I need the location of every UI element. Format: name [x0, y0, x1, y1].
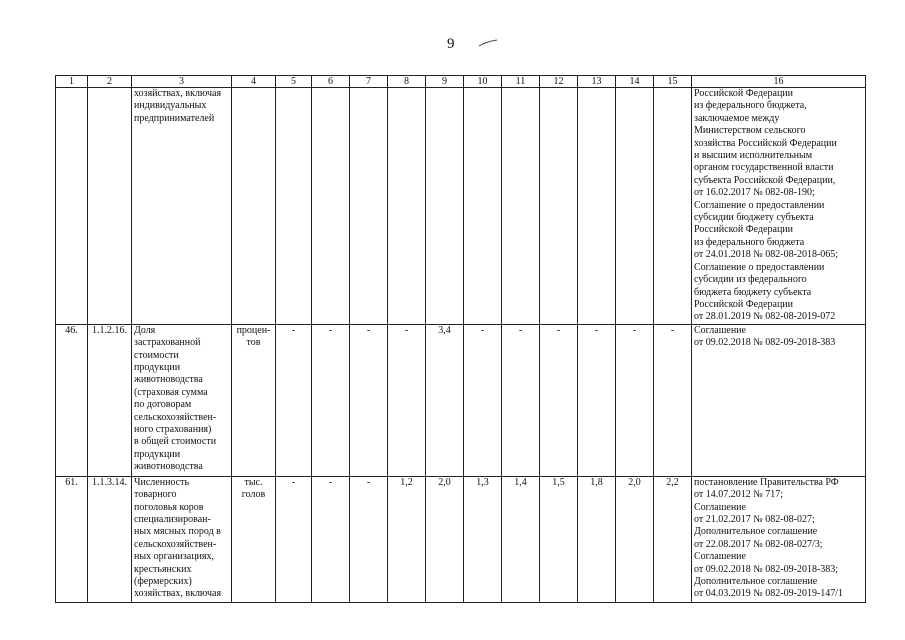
- column-number: 11: [502, 76, 540, 88]
- value-cell: 2,0: [426, 476, 464, 602]
- column-number: 15: [654, 76, 692, 88]
- value-cell: [502, 88, 540, 325]
- value-cell: [540, 88, 578, 325]
- unit: тыс. голов: [232, 476, 276, 602]
- column-number: 5: [276, 76, 312, 88]
- handwritten-mark: [478, 38, 498, 48]
- value-cell: [388, 88, 426, 325]
- value-cell: 3,4: [426, 324, 464, 476]
- table-row: [56, 476, 866, 602]
- column-number: 12: [540, 76, 578, 88]
- value-cell: [276, 88, 312, 325]
- basis-documents: постановление Правительства РФ от 14.07.2012 № 717; Соглашение от 21.02.2017 № 082-08-027; Дополнительное соглашение от 22.08.2017 № 082-08-027/3; Соглашение от 09.02.2018 № 082-09-2018-383; Дополнительное соглашение от 04.03.2019 № 082-09-2019-147/1: [692, 476, 866, 602]
- indicator-code: 1.1.3.14.: [88, 476, 132, 602]
- value-cell: -: [502, 324, 540, 476]
- value-cell: [312, 88, 350, 325]
- value-cell: -: [388, 324, 426, 476]
- column-number: 7: [350, 76, 388, 88]
- value-cell: -: [350, 324, 388, 476]
- value-cell: 1,2: [388, 476, 426, 602]
- value-cell: 2,2: [654, 476, 692, 602]
- table-row: [56, 324, 866, 476]
- column-number: 2: [88, 76, 132, 88]
- indicator-code: 1.1.2.16.: [88, 324, 132, 476]
- column-number: 9: [426, 76, 464, 88]
- value-cell: -: [616, 324, 654, 476]
- value-cell: -: [276, 324, 312, 476]
- value-cell: -: [312, 324, 350, 476]
- column-number: 8: [388, 76, 426, 88]
- value-cell: 1,5: [540, 476, 578, 602]
- value-cell: [654, 88, 692, 325]
- value-cell: [350, 88, 388, 325]
- row-number: 46.: [56, 324, 88, 476]
- value-cell: 2,0: [616, 476, 654, 602]
- value-cell: -: [540, 324, 578, 476]
- table-row: [56, 88, 866, 325]
- indicator-name: Численность товарного поголовья коров специализирован- ных мясных пород в сельскохозяйствен- ных организациях, крестьянских (фермерских) хозяйствах, включая: [132, 476, 232, 602]
- column-number: 3: [132, 76, 232, 88]
- column-number: 14: [616, 76, 654, 88]
- value-cell: -: [276, 476, 312, 602]
- unit: процен- тов: [232, 324, 276, 476]
- value-cell: -: [350, 476, 388, 602]
- indicator-code: [88, 88, 132, 325]
- value-cell: -: [464, 324, 502, 476]
- basis-documents: Соглашение от 09.02.2018 № 082-09-2018-383: [692, 324, 866, 476]
- value-cell: -: [654, 324, 692, 476]
- column-number: 10: [464, 76, 502, 88]
- column-number: 1: [56, 76, 88, 88]
- row-number: [56, 88, 88, 325]
- value-cell: 1,3: [464, 476, 502, 602]
- basis-documents: Российской Федерации из федерального бюджета, заключаемое между Министерством сельского хозяйства Российской Федерации и высшим исполнительным органом государственной власти субъекта Российской Федерации, от 16.02.2017 № 082-08-190; Соглашение о предоставлении субсидии бюджету субъекта Российской Федерации из федерального бюджета от 24.01.2018 № 082-08-2018-065; Соглашение о предоставлении субсидии из федерального бюджета бюджету субъекта Российской Федерации от 28.01.2019 № 082-08-2019-072: [692, 88, 866, 325]
- value-cell: 1,8: [578, 476, 616, 602]
- value-cell: -: [578, 324, 616, 476]
- row-number: 61.: [56, 476, 88, 602]
- value-cell: [616, 88, 654, 325]
- program-indicators-table: [55, 75, 866, 603]
- unit: [232, 88, 276, 325]
- indicator-name: хозяйствах, включая индивидуальных предпринимателей: [132, 88, 232, 325]
- value-cell: [578, 88, 616, 325]
- page-number: 9: [447, 36, 455, 52]
- value-cell: 1,4: [502, 476, 540, 602]
- column-number: 4: [232, 76, 276, 88]
- column-number-row: [56, 76, 866, 88]
- column-number: 6: [312, 76, 350, 88]
- value-cell: -: [312, 476, 350, 602]
- value-cell: [426, 88, 464, 325]
- column-number: 13: [578, 76, 616, 88]
- column-number: 16: [692, 76, 866, 88]
- value-cell: [464, 88, 502, 325]
- indicator-name: Доля застрахованной стоимости продукции животноводства (страховая сумма по договорам сельскохозяйствен- ного страхования) в общей стоимости продукции животноводства: [132, 324, 232, 476]
